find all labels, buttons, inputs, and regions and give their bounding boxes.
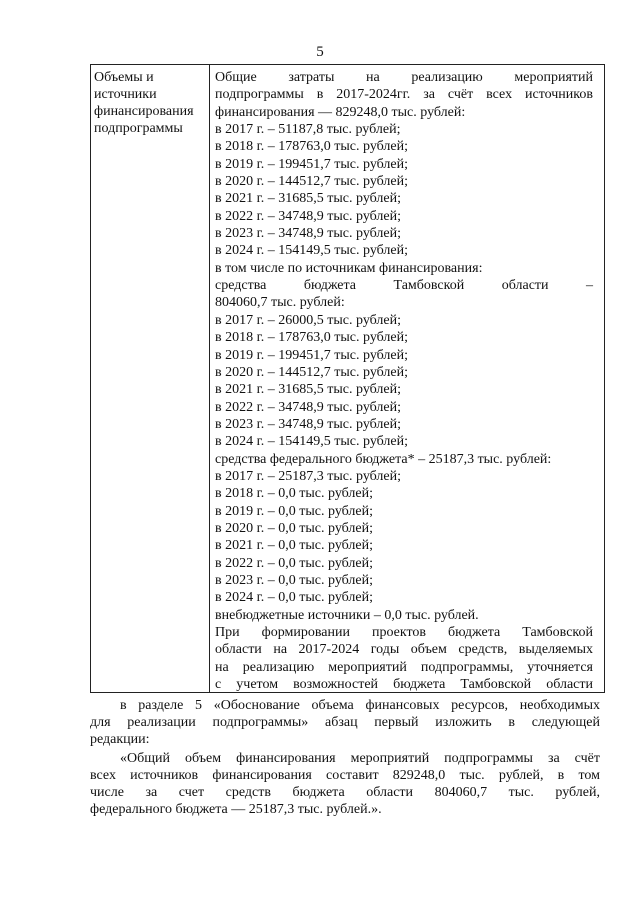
total-year-line: в 2018 г. – 178763,0 тыс. рублей; [215,139,408,155]
regional-year-line: в 2019 г. – 199451,7 тыс. рублей; [215,347,408,363]
federal-year-line: в 2021 г. – 0,0 тыс. рублей; [215,538,373,554]
closing-line: на реализацию мероприятий подпрограммы, уточняется [215,659,593,675]
paragraph-line: в разделе 5 «Обоснование объема финансовых ресурсов, необходимых [120,698,600,713]
federal-year-line: в 2023 г. – 0,0 тыс. рублей; [215,572,373,588]
regional-year-line: в 2024 г. – 154149,5 тыс. рублей; [215,434,408,450]
federal-year-line: в 2017 г. – 25187,3 тыс. рублей; [215,468,401,484]
total-year-line: в 2022 г. – 34748,9 тыс. рублей; [215,208,401,224]
intro-line: Общие затраты на реализацию мероприятий [215,70,593,85]
paragraph-line: всех источников финансирования составит 829248,0 тыс. рублей, в том [90,768,600,783]
closing-line: При формировании проектов бюджета Тамбовской [215,625,593,640]
paragraph-line: для реализации подпрограммы» абзац первый изложить в следующей [90,715,600,730]
closing-line: области на 2017-2024 годы объем средств, выделяемых [215,642,593,658]
total-year-line: в 2020 г. – 144512,7 тыс. рублей; [215,174,408,190]
regional-year-line: в 2017 г. – 26000,5 тыс. рублей; [215,312,401,328]
closing-line: с учетом возможностей бюджета Тамбовской области [215,677,593,693]
regional-year-line: в 2021 г. – 31685,5 тыс. рублей; [215,382,401,398]
total-year-line: в 2023 г. – 34748,9 тыс. рублей; [215,226,401,242]
amendment-paragraph [90,697,600,748]
intro-line: финансирования — 829248,0 тыс. рублей: [215,104,466,120]
table-left-cell [94,69,206,137]
regional-year-line: в 2022 г. – 34748,9 тыс. рублей; [215,399,401,415]
regional-year-line: в 2018 г. – 178763,0 тыс. рублей; [215,330,408,346]
table-right-cell [215,69,593,693]
left-label-line: подпрограммы [94,121,183,136]
left-label-line: источники [94,87,157,102]
federal-year-line: в 2020 г. – 0,0 тыс. рублей; [215,520,373,536]
left-label-line: финансирования [94,104,194,119]
total-year-line: в 2019 г. – 199451,7 тыс. рублей; [215,156,408,172]
paragraph-line: числе за счет средств бюджета области 804060,7 тыс. рублей, [90,785,600,800]
regional-year-line: в 2023 г. – 34748,9 тыс. рублей; [215,416,401,432]
total-year-line: в 2021 г. – 31685,5 тыс. рублей; [215,191,401,207]
total-year-line: в 2024 г. – 154149,5 тыс. рублей; [215,243,408,259]
federal-year-line: в 2024 г. – 0,0 тыс. рублей; [215,590,373,606]
left-label-line: Объемы и [94,70,154,85]
paragraph-line: федерального бюджета — 25187,3 тыс. рублей.». [90,802,382,817]
federal-year-line: в 2022 г. – 0,0 тыс. рублей; [215,555,373,571]
regional-budget-line: 804060,7 тыс. рублей: [215,295,345,311]
federal-year-line: в 2019 г. – 0,0 тыс. рублей; [215,503,373,519]
paragraph-line: «Общий объем финансирования мероприятий подпрограммы за счёт [120,751,600,766]
paragraph-line: редакции: [90,732,150,747]
page-number: 5 [316,44,324,60]
financing-table [90,64,605,693]
extrabudget-line: внебюджетные источники – 0,0 тыс. рублей. [215,607,479,623]
sources-heading: в том числе по источникам финансирования: [215,260,483,276]
regional-budget-line: средства бюджета Тамбовской области – [215,278,593,294]
intro-line: подпрограммы в 2017-2024гг. за счёт всех источников [215,87,593,103]
federal-year-line: в 2018 г. – 0,0 тыс. рублей; [215,486,373,502]
regional-year-line: в 2020 г. – 144512,7 тыс. рублей; [215,364,408,380]
quoted-paragraph [90,750,600,818]
federal-budget-line: средства федерального бюджета* – 25187,3 тыс. рублей: [215,451,552,467]
total-year-line: в 2017 г. – 51187,8 тыс. рублей; [215,122,401,138]
table-column-divider [209,65,210,692]
